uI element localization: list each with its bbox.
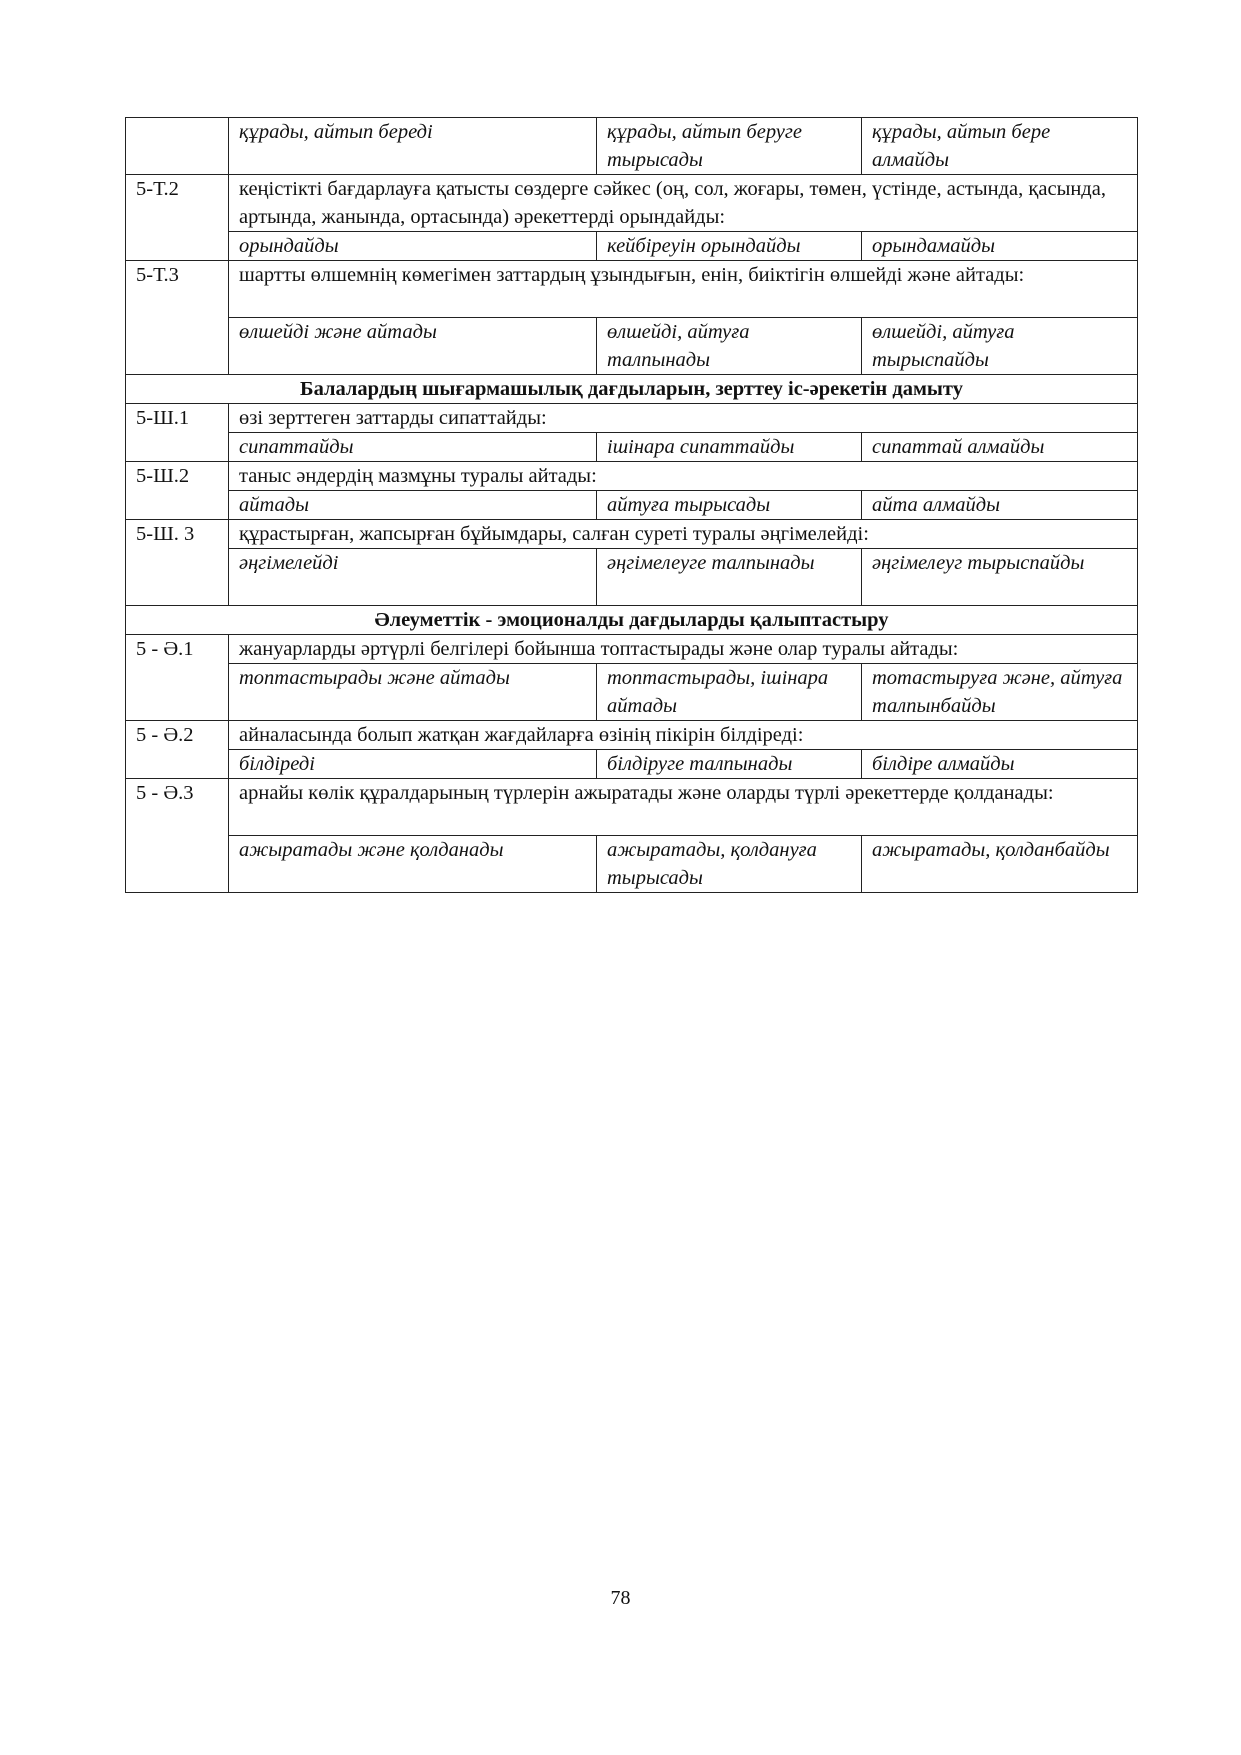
- level-high-cell: айтады: [229, 491, 597, 520]
- table-row: [126, 750, 1138, 779]
- table-row: [126, 664, 1138, 721]
- level-low-cell: әңгімелеуг тырыспайды: [862, 549, 1138, 606]
- table-row: [126, 404, 1138, 433]
- level-high-cell: құрады, айтып береді: [229, 118, 597, 175]
- level-high-cell: орындайды: [229, 232, 597, 261]
- table-row: [126, 375, 1138, 404]
- code-cell: 5 - Ә.3: [126, 779, 229, 893]
- level-low-cell: тотастыруға және, айтуға талпынбайды: [862, 664, 1138, 721]
- table-row: [126, 520, 1138, 549]
- level-low-cell: сипаттай алмайды: [862, 433, 1138, 462]
- page-number: 78: [610, 1587, 631, 1609]
- level-high-cell: ажыратады және қолданады: [229, 836, 597, 893]
- code-cell: [126, 118, 229, 175]
- level-high-cell: топтастырады және айтады: [229, 664, 597, 721]
- table-row: [126, 118, 1138, 175]
- table-row: [126, 721, 1138, 750]
- table-row: [126, 433, 1138, 462]
- table-row: [126, 635, 1138, 664]
- section-heading: Балалардың шығармашылық дағдыларын, зерттеу іс-әрекетін дамыту: [126, 375, 1138, 404]
- table-row: [126, 779, 1138, 836]
- level-low-cell: құрады, айтып бере алмайды: [862, 118, 1138, 175]
- table-row: [126, 261, 1138, 318]
- table-row: [126, 491, 1138, 520]
- code-cell: 5-Т.2: [126, 175, 229, 261]
- level-mid-cell: ажыратады, қолдануға тырысады: [597, 836, 862, 893]
- level-high-cell: сипаттайды: [229, 433, 597, 462]
- level-high-cell: өлшейді және айтады: [229, 318, 597, 375]
- level-mid-cell: айтуға тырысады: [597, 491, 862, 520]
- description-cell: құрастырған, жапсырған бұйымдары, салған суреті туралы әңгімелейді:: [229, 520, 1138, 549]
- description-cell: өзі зерттеген заттарды сипаттайды:: [229, 404, 1138, 433]
- level-low-cell: орындамайды: [862, 232, 1138, 261]
- table-row: [126, 836, 1138, 893]
- description-cell: жануарларды әртүрлі белгілері бойынша топтастырады және олар туралы айтады:: [229, 635, 1138, 664]
- level-mid-cell: әңгімелеуге талпынады: [597, 549, 862, 606]
- assessment-table: [125, 117, 1138, 893]
- code-cell: 5 - Ә.2: [126, 721, 229, 779]
- code-cell: 5-Т.3: [126, 261, 229, 375]
- code-cell: 5 - Ә.1: [126, 635, 229, 721]
- level-mid-cell: білдіруге талпынады: [597, 750, 862, 779]
- table-row: [126, 318, 1138, 375]
- code-cell: 5-Ш.2: [126, 462, 229, 520]
- level-mid-cell: ішінара сипаттайды: [597, 433, 862, 462]
- table-row: [126, 462, 1138, 491]
- section-heading: Әлеуметтік - эмоционалды дағдыларды қалыптастыру: [126, 606, 1138, 635]
- description-cell: арнайы көлік құралдарының түрлерін ажыратады және оларды түрлі әрекеттерде қолданады:: [229, 779, 1138, 836]
- description-cell: таныс әндердің мазмұны туралы айтады:: [229, 462, 1138, 491]
- table-row: [126, 175, 1138, 232]
- level-low-cell: өлшейді, айтуға тырыспайды: [862, 318, 1138, 375]
- level-mid-cell: құрады, айтып беруге тырысады: [597, 118, 862, 175]
- table-row: [126, 606, 1138, 635]
- level-mid-cell: топтастырады, ішінара айтады: [597, 664, 862, 721]
- description-cell: шартты өлшемнің көмегімен заттардың ұзындығын, енін, биіктігін өлшейді және айтады:: [229, 261, 1138, 318]
- level-low-cell: айта алмайды: [862, 491, 1138, 520]
- level-mid-cell: өлшейді, айтуға талпынады: [597, 318, 862, 375]
- table-row: [126, 232, 1138, 261]
- level-low-cell: білдіре алмайды: [862, 750, 1138, 779]
- level-low-cell: ажыратады, қолданбайды: [862, 836, 1138, 893]
- description-cell: айналасында болып жатқан жағдайларға өзінің пікірін білдіреді:: [229, 721, 1138, 750]
- code-cell: 5-Ш. 3: [126, 520, 229, 606]
- level-mid-cell: кейбіреуін орындайды: [597, 232, 862, 261]
- description-cell: кеңістікті бағдарлауға қатысты сөздерге сәйкес (оң, сол, жоғары, төмен, үстінде, астында, қасында, артында, жанында, ортасында) әрекеттерді орындайды:: [229, 175, 1138, 232]
- level-high-cell: әңгімелейді: [229, 549, 597, 606]
- level-high-cell: білдіреді: [229, 750, 597, 779]
- code-cell: 5-Ш.1: [126, 404, 229, 462]
- table-row: [126, 549, 1138, 606]
